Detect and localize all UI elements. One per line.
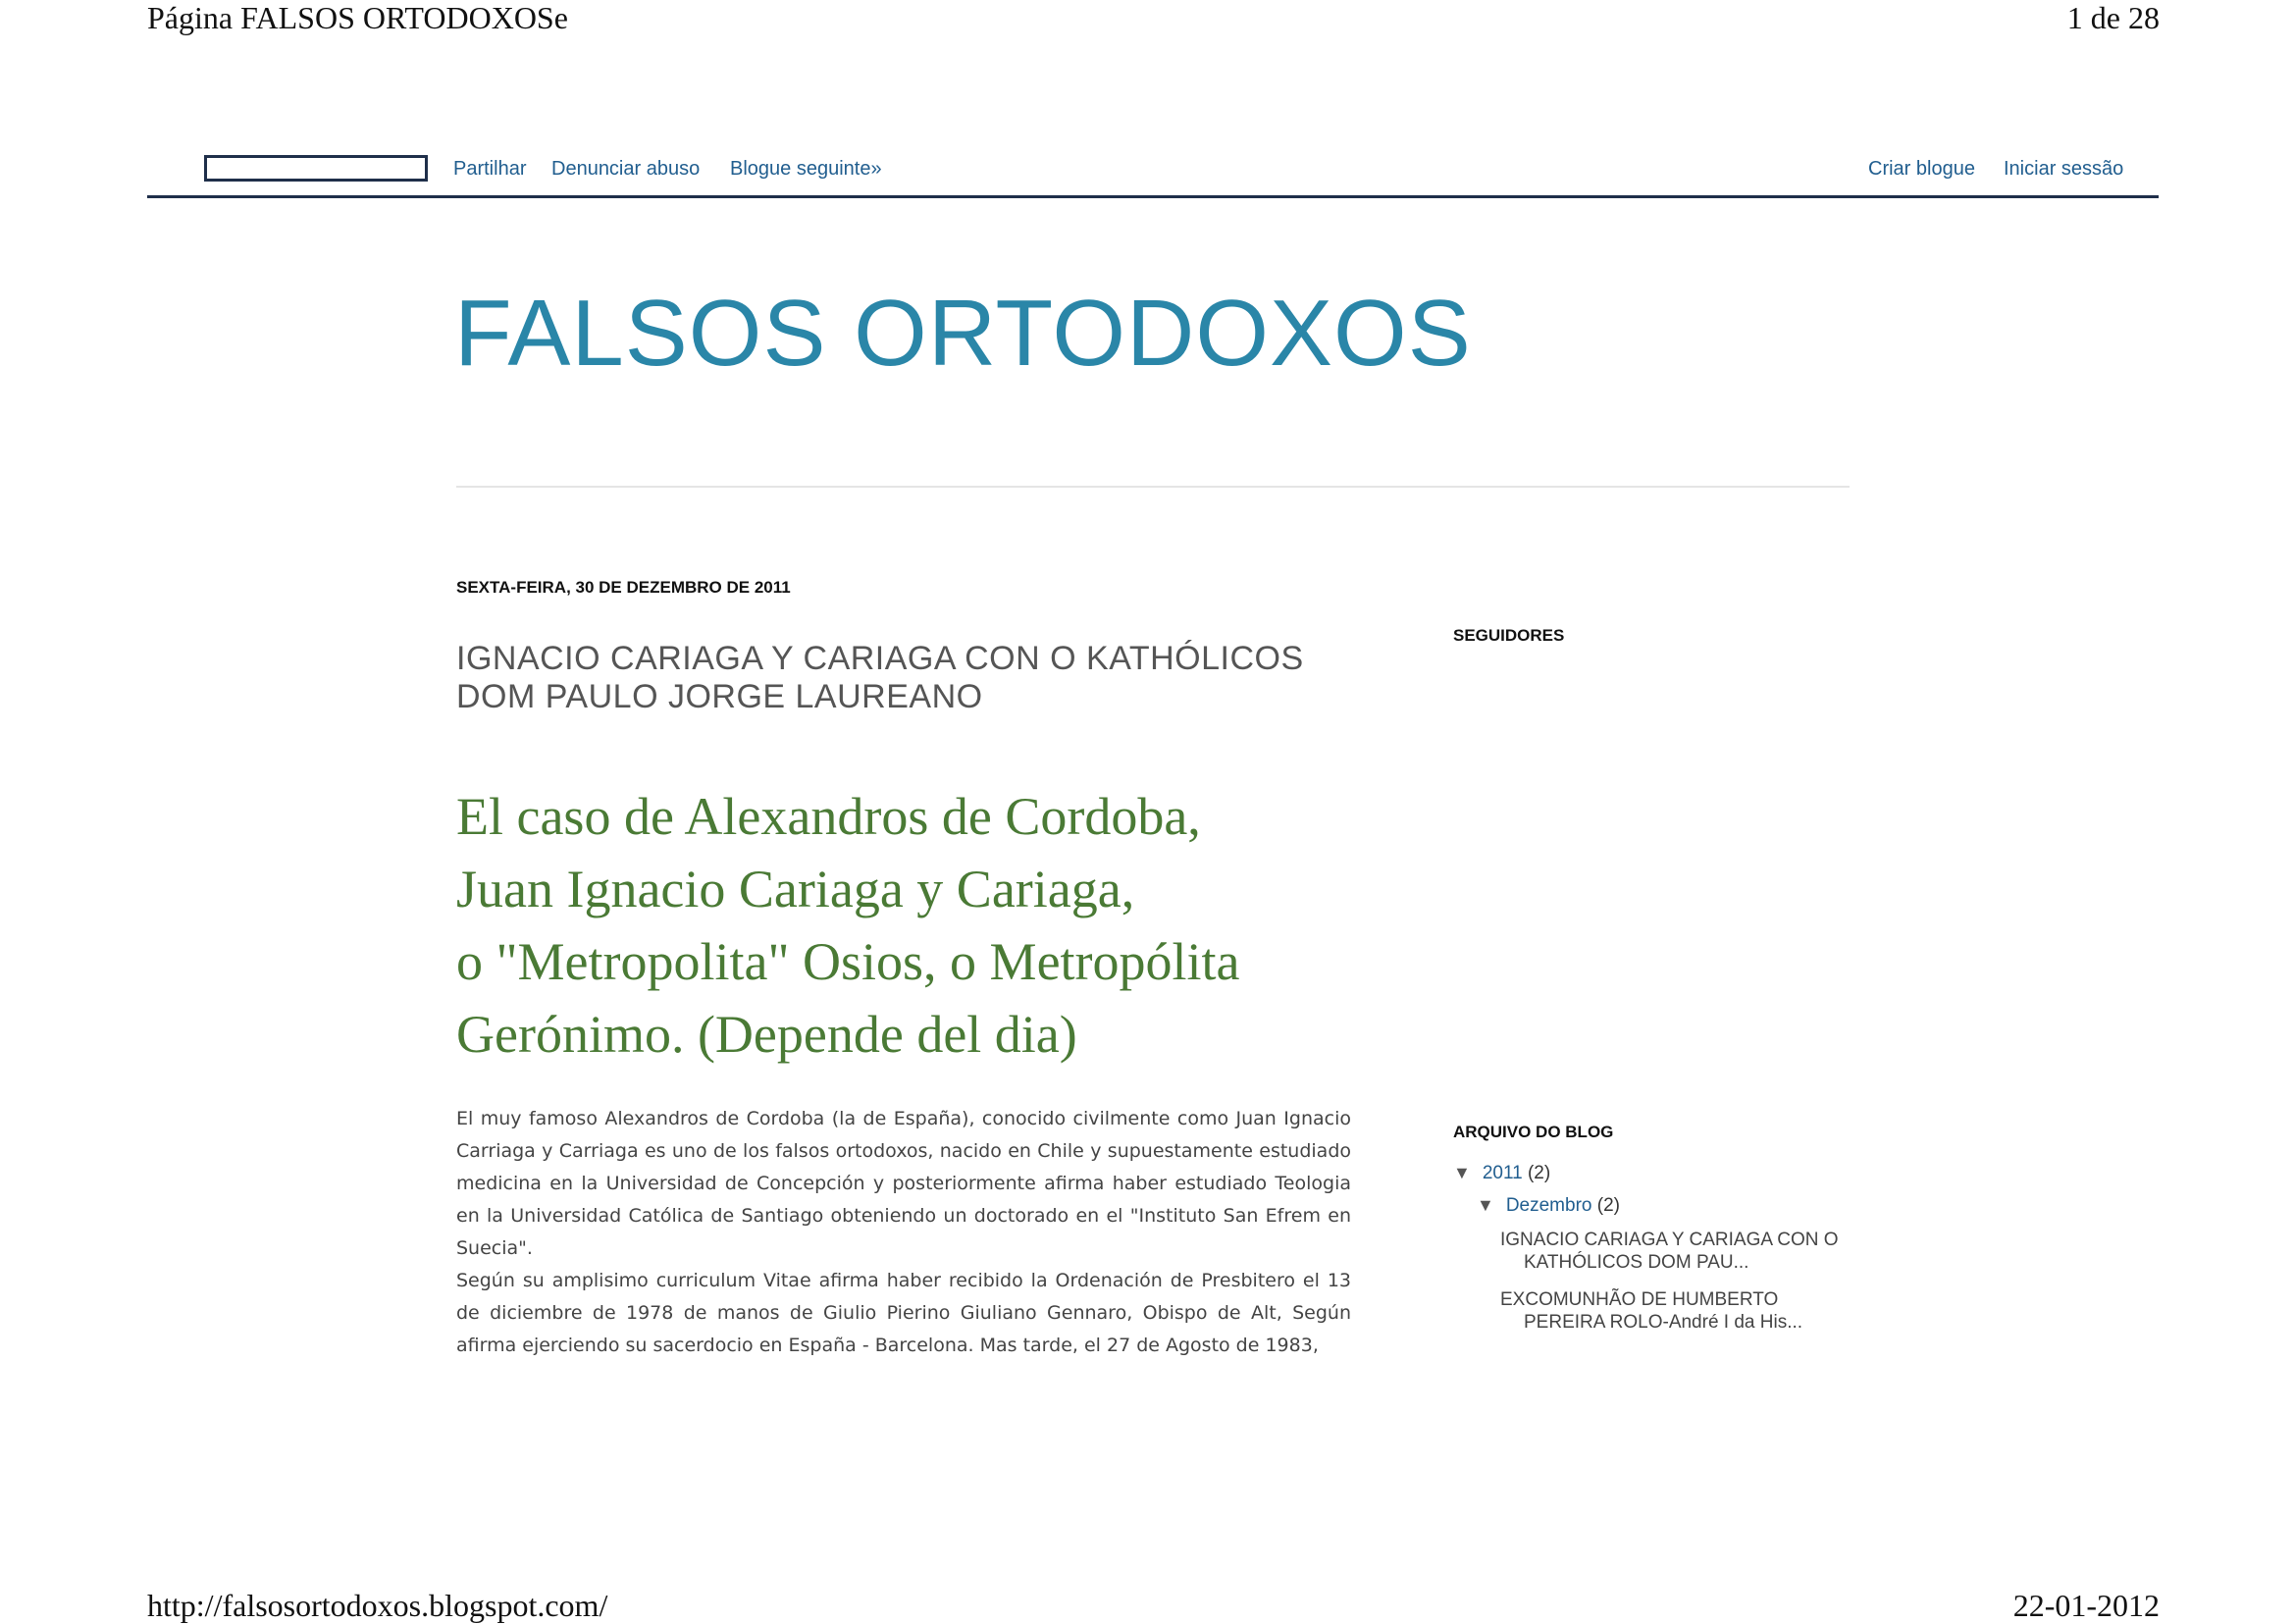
- next-blog-link[interactable]: Blogue seguinte»: [730, 158, 882, 180]
- post-headline: [456, 780, 1359, 1071]
- archive-year-link[interactable]: 2011: [1482, 1163, 1523, 1183]
- archive-post-title: EXCOMUNHÃO DE HUMBERTO PEREIRA ROLO-André I da His...: [1500, 1289, 1803, 1333]
- collapse-toggle-icon[interactable]: ▼: [1453, 1163, 1471, 1182]
- headline-line: Gerónimo. (Depende del dia): [456, 1005, 1077, 1064]
- print-footer-url: http://falsosortodoxos.blogspot.com/: [147, 1588, 608, 1623]
- archive-month-item: [1477, 1195, 1620, 1217]
- blog-title[interactable]: FALSOS ORTODOXOS: [454, 281, 1472, 386]
- archive-month-link[interactable]: Dezembro: [1505, 1195, 1592, 1216]
- archive-post-link[interactable]: [1500, 1229, 1839, 1274]
- search-input[interactable]: [204, 155, 428, 182]
- archive-month-count: (2): [1596, 1195, 1620, 1216]
- navbar: [147, 152, 2159, 198]
- archive-year-item: [1453, 1163, 1550, 1184]
- archive-heading: ARQUIVO DO BLOG: [1453, 1123, 1614, 1141]
- header-divider: [456, 486, 1850, 488]
- followers-heading: SEGUIDORES: [1453, 626, 1565, 645]
- post-date: SEXTA-FEIRA, 30 DE DEZEMBRO DE 2011: [456, 578, 791, 597]
- post-paragraph: El muy famoso Alexandros de Cordoba (la de España), conocido civilmente como Juan Ignacio Carriaga y Carriaga es uno de los falsos ortodoxos, nacido en Chile y supuestamente estudiado medicina en la Universidad de Concepción y posteriormente afirma haber estudiado Teologia en la Universidad Católica de Santiago obteniendo un doctorado en el "Instituto San Efrem en Suecia".: [456, 1108, 1351, 1259]
- share-link[interactable]: Partilhar: [453, 158, 527, 180]
- print-header-title: Página FALSOS ORTODOXOSe: [147, 0, 568, 35]
- report-abuse-link[interactable]: Denunciar abuso: [551, 158, 701, 180]
- archive-year-count: (2): [1527, 1163, 1551, 1183]
- collapse-toggle-icon[interactable]: ▼: [1477, 1195, 1494, 1215]
- create-blog-link[interactable]: Criar blogue: [1868, 158, 1975, 180]
- post-title[interactable]: [456, 640, 1339, 716]
- sign-in-link[interactable]: Iniciar sessão: [2004, 158, 2124, 180]
- post-title-line2: DOM PAULO JORGE LAUREANO: [456, 678, 983, 715]
- headline-line: El caso de Alexandros de Cordoba,: [456, 787, 1201, 846]
- post-title-line1: IGNACIO CARIAGA Y CARIAGA CON O KATHÓLICOS: [456, 640, 1304, 677]
- headline-line: Juan Ignacio Cariaga y Cariaga,: [456, 860, 1135, 918]
- headline-line: o "Metropolita" Osios, o Metropólita: [456, 932, 1240, 991]
- post-body: [456, 1103, 1351, 1362]
- archive-post-link[interactable]: [1500, 1288, 1839, 1334]
- archive-post-title: IGNACIO CARIAGA Y CARIAGA CON O KATHÓLICOS DOM PAU...: [1500, 1230, 1839, 1273]
- print-page-number: 1 de 28: [2066, 0, 2160, 35]
- post-paragraph: Según su amplisimo curriculum Vitae afirma haber recibido la Ordenación de Presbitero el 13 de diciembre de 1978 de manos de Giulio Pierino Giuliano Gennaro, Obispo de Alt, Según afirma ejerciendo su sacerdocio en España - Barcelona. Mas tarde, el 27 de Agosto de 1983,: [456, 1270, 1351, 1356]
- print-footer-date: 22-01-2012: [2012, 1588, 2160, 1623]
